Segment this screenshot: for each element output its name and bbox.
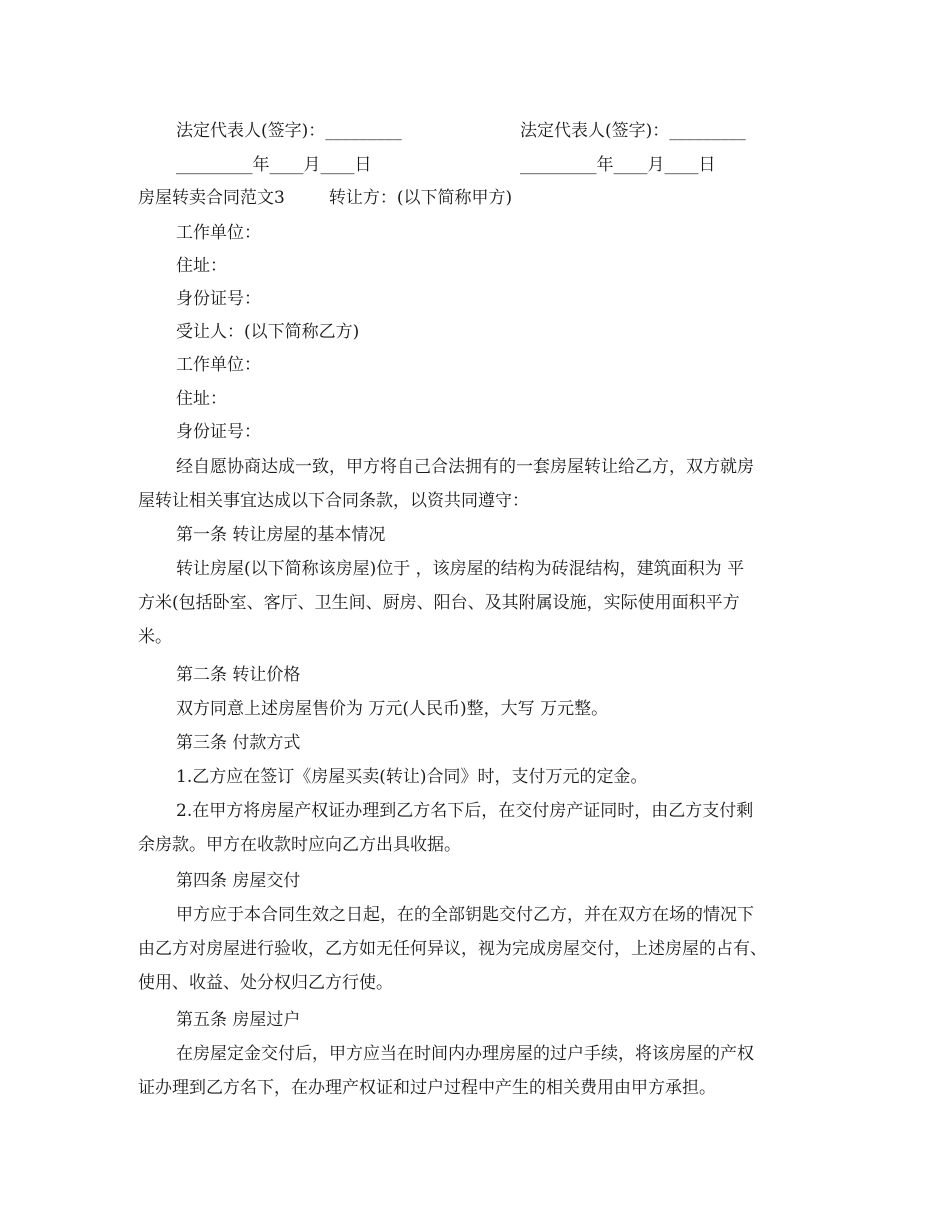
article-5-line-1: 在房屋定金交付后，甲方应当在时间内办理房屋的过户手续，将该房屋的产权 xyxy=(176,1044,754,1064)
preamble-line-2: 屋转让相关事宜达成以下合同条款，以资共同遵守： xyxy=(138,491,529,511)
signature-left-date: _________年____月____日 xyxy=(176,155,372,175)
transferee-label: 受让人：(以下简称乙方) xyxy=(176,322,360,342)
article-5-line-2: 证办理到乙方名下，在办理产权证和过户过程中产生的相关费用由甲方承担。 xyxy=(138,1078,716,1098)
article-3-heading: 第三条 付款方式 xyxy=(176,733,301,753)
article-4-line-2: 由乙方对房屋进行验收，乙方如无任何异议，视为完成房屋交付，上述房屋的占有、 xyxy=(138,939,767,959)
signature-right-date: _________年____月____日 xyxy=(520,155,716,175)
article-1-line-1: 转让房屋(以下简称该房屋)位于 ，该房屋的结构为砖混结构，建筑面积为 平 xyxy=(176,559,745,579)
party-a-address: 住址： xyxy=(176,256,227,276)
preamble-line-1: 经自愿协商达成一致，甲方将自己合法拥有的一套房屋转让给乙方，双方就房 xyxy=(176,457,754,477)
article-5-heading: 第五条 房屋过户 xyxy=(176,1010,301,1030)
article-4-line-1: 甲方应于本合同生效之日起，在的全部钥匙交付乙方，并在双方在场的情况下 xyxy=(176,905,754,925)
party-b-work-unit: 工作单位： xyxy=(176,355,261,375)
party-a-work-unit: 工作单位： xyxy=(176,223,261,243)
article-1-heading: 第一条 转让房屋的基本情况 xyxy=(176,525,386,545)
article-3-item-1: 1.乙方应在签订《房屋买卖(转让)合同》时，支付万元的定金。 xyxy=(176,767,648,787)
signature-left-label: 法定代表人(签字)：_________ xyxy=(176,121,402,141)
article-1-line-3: 米。 xyxy=(138,627,172,647)
signature-right-label: 法定代表人(签字)：_________ xyxy=(520,121,746,141)
article-4-heading: 第四条 房屋交付 xyxy=(176,871,301,891)
party-a-id-number: 身份证号： xyxy=(176,289,261,309)
article-2-heading: 第二条 转让价格 xyxy=(176,665,301,685)
article-4-line-3: 使用、收益、处分权归乙方行使。 xyxy=(138,973,393,993)
article-1-line-2: 方米(包括卧室、客厅、卫生间、厨房、阳台、及其附属设施，实际使用面积平方 xyxy=(138,593,740,613)
document-heading: 房屋转卖合同范文3 xyxy=(138,188,285,208)
party-b-address: 住址： xyxy=(176,389,227,409)
party-b-id-number: 身份证号： xyxy=(176,422,261,442)
article-2-line-1: 双方同意上述房屋售价为 万元(人民币)整，大写 万元整。 xyxy=(176,699,609,719)
article-3-item-2-line-2: 余房款。甲方在收款时应向乙方出具收据。 xyxy=(138,835,461,855)
title-line xyxy=(138,187,512,209)
article-3-item-2-line-1: 2.在甲方将房屋产权证办理到乙方名下后，在交付房产证同时，由乙方支付剩 xyxy=(176,801,754,821)
transferor-label: 转让方：(以下简称甲方) xyxy=(328,188,513,208)
